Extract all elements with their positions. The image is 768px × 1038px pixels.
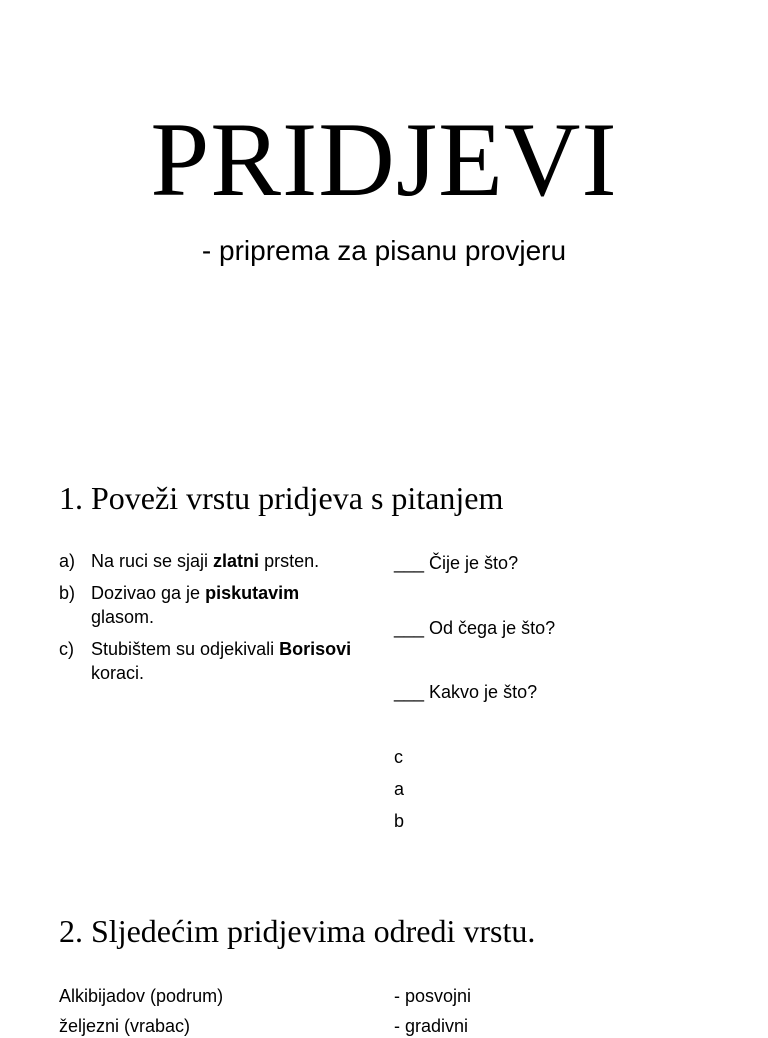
question-item: ___ Od čega je što? bbox=[394, 618, 556, 638]
adjective-word: željezni (vrabac) bbox=[59, 1016, 191, 1036]
question-item: ___ Čije je što? bbox=[394, 553, 519, 573]
adjective-highlight: Borisovi bbox=[279, 639, 352, 659]
list-item bbox=[59, 549, 359, 573]
adjective-highlight: zlatni bbox=[213, 551, 260, 571]
list-item bbox=[59, 581, 359, 629]
list-marker: b) bbox=[59, 583, 76, 603]
adjective-highlight: piskutavim bbox=[205, 583, 300, 603]
adjective-word: Alkibijadov (podrum) bbox=[59, 986, 224, 1006]
sentence-text: Na ruci se sjaji bbox=[91, 551, 214, 571]
sentence-text: glasom. bbox=[91, 607, 155, 627]
page-title: PRIDJEVI bbox=[150, 101, 618, 218]
answer-letter: b bbox=[394, 811, 405, 831]
question-item: ___ Kakvo je što? bbox=[394, 682, 538, 702]
list-item bbox=[59, 637, 359, 685]
sentence-text: Dozivao ga je bbox=[91, 583, 206, 603]
sentence-text: prsten. bbox=[259, 551, 320, 571]
page-subtitle: - priprema za pisanu provjeru bbox=[201, 235, 567, 266]
task1-sentence-list bbox=[59, 549, 359, 693]
list-marker: a) bbox=[59, 551, 76, 571]
answer-letter: a bbox=[394, 779, 405, 799]
adjective-type: - gradivni bbox=[394, 1016, 469, 1036]
adjective-type: - posvojni bbox=[394, 986, 472, 1006]
sentence-text: Stubištem su odjekivali bbox=[91, 639, 280, 659]
task1-heading: 1. Poveži vrstu pridjeva s pitanjem bbox=[59, 480, 504, 516]
answer-letter: c bbox=[394, 747, 403, 767]
sentence-text: koraci. bbox=[91, 663, 145, 683]
list-marker: c) bbox=[59, 639, 74, 659]
task2-heading: 2. Sljedećim pridjevima odredi vrstu. bbox=[59, 913, 536, 949]
